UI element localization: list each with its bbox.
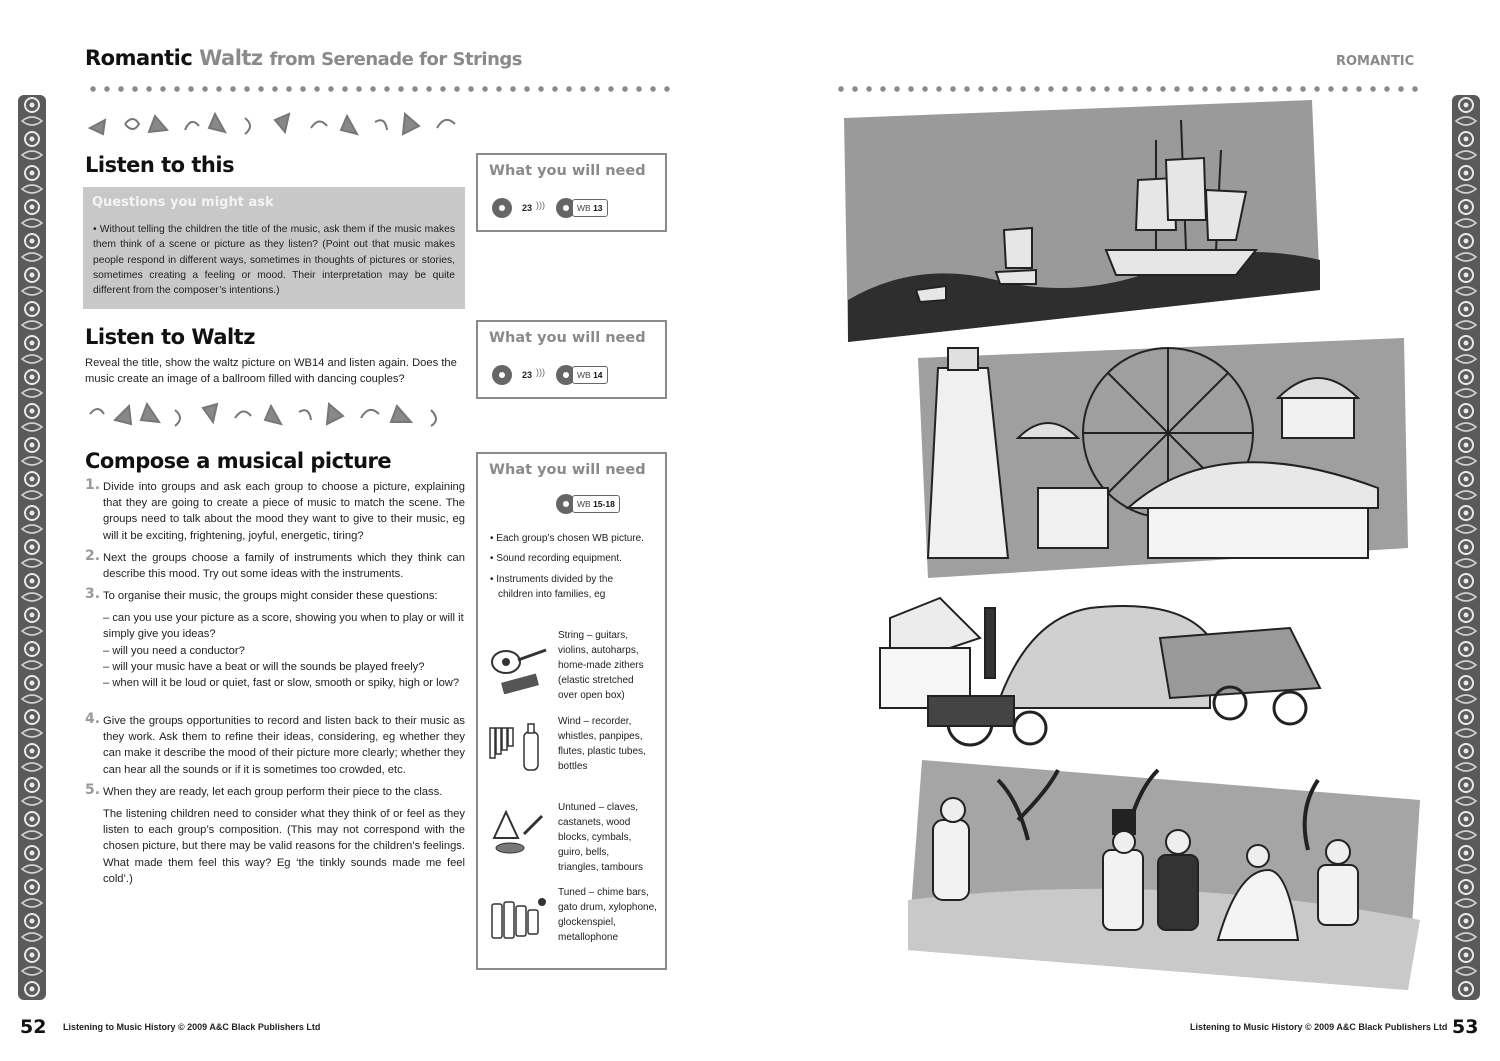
instrument-untuned: Untuned – claves, castanets, wood blocks, cymbals, guiro, bells, triangles, tambours	[558, 802, 644, 873]
wb-prefix: WB	[577, 203, 591, 213]
section-label: ROMANTIC	[1336, 54, 1415, 69]
title-era: Romantic	[85, 46, 193, 70]
instrument-string: String – guitars, violins, autoharps, home-made zithers (elastic stretched over open box)	[558, 630, 644, 701]
wb-reference	[572, 366, 608, 384]
wb-number: 13	[593, 203, 603, 213]
guitar-icon	[488, 632, 550, 694]
triangle-icon	[488, 804, 550, 856]
step-text: Give the groups opportunities to record and listen back to their music as they work. Ask them to refine their ideas, considering, eg whether they can make it describe the mood of their picture more clearly; whether they can hear all the sounds or if it is sometimes too crowded, etc.	[103, 715, 465, 776]
swirl-divider-icon	[85, 108, 470, 140]
need-heading: What you will need	[489, 163, 646, 179]
question-item: – when will it be loud or quiet, fast or slow, smooth or spiky, high or low?	[103, 677, 460, 689]
need-heading: What you will need	[489, 330, 646, 346]
panpipes-icon	[488, 722, 550, 774]
step-1	[85, 479, 465, 544]
cd-icon	[492, 198, 512, 218]
left-decorative-border	[18, 95, 46, 1000]
need-bullet: • Instruments divided by the	[490, 574, 614, 585]
page-title	[85, 46, 522, 70]
step-number: 4.	[85, 711, 101, 727]
need-bullet: • Each group’s chosen WB picture.	[490, 533, 644, 544]
cd-icon	[492, 365, 512, 385]
listen-waltz-heading: Listen to Waltz	[85, 325, 255, 349]
listen-this-heading: Listen to this	[85, 153, 235, 177]
questions-box	[83, 187, 465, 309]
closing-text: The listening children need to consider what they think of or feel as they listen to each group’s composition. (This may not correspond with the chosen picture, but there may be valid reasons for the children’s feelings. What made them feel this way? Eg ‘the tinkly sounds made me feel cold’.)	[103, 808, 465, 885]
wb-reference	[572, 495, 620, 513]
step-number: 5.	[85, 782, 101, 798]
need-heading: What you will need	[489, 462, 646, 478]
wb-reference	[572, 199, 608, 217]
step-5	[85, 784, 465, 800]
question-item: – will you need a conductor?	[103, 645, 245, 657]
step-4	[85, 713, 465, 778]
left-page-number: 52	[20, 1016, 47, 1038]
need-box-2	[476, 320, 667, 399]
threshing-farm-illustration	[850, 578, 1370, 754]
floral-pattern-icon	[18, 95, 46, 1000]
step-text: Next the groups choose a family of instruments which they think can describe this mood. Try out some ideas with the instruments.	[103, 552, 465, 581]
step-2	[85, 550, 465, 582]
right-decorative-border	[1452, 95, 1480, 1000]
instrument-tuned: Tuned – chime bars, gato drum, xylophone, glockenspiel, metallophone	[558, 887, 657, 943]
header-dots-left	[86, 86, 674, 92]
step-number: 1.	[85, 477, 101, 493]
step-3	[85, 588, 465, 604]
wb-number: 15-18	[593, 499, 615, 509]
need-bullet: children into families, eg	[498, 589, 606, 600]
right-credit: Listening to Music History © 2009 A&C Black Publishers Ltd	[1190, 1022, 1448, 1032]
ice-skaters-illustration	[908, 760, 1420, 1010]
step-number: 3.	[85, 586, 101, 602]
fairground-illustration	[918, 338, 1408, 578]
cd-track: 23	[522, 203, 533, 213]
questions-heading: Questions you might ask	[92, 195, 274, 210]
sailing-ships-illustration	[836, 100, 1320, 342]
wb-prefix: WB	[577, 370, 591, 380]
floral-pattern-icon	[1452, 95, 1480, 1000]
wb-number: 14	[593, 370, 603, 380]
questions-text: • Without telling the children the title of the music, ask them if the music makes them think of a scene or picture as they listen? (Point out that music makes people respond in different ways, sometimes in thoughts of pictures or stories, sometimes creating a feeling or mood. Their interpretation may be quite different from the composer’s intentions.)	[93, 224, 455, 297]
sound-waves-icon: )))	[536, 200, 545, 210]
header-dots-right	[834, 86, 1422, 92]
swirl-divider-icon	[85, 398, 470, 430]
listen-waltz-text: Reveal the title, show the waltz picture on WB14 and listen again. Does the music create an image of a ballroom filled with dancing couples?	[85, 357, 457, 386]
left-credit: Listening to Music History © 2009 A&C Black Publishers Ltd	[63, 1022, 321, 1032]
need-box-1	[476, 153, 667, 232]
compose-heading: Compose a musical picture	[85, 449, 392, 473]
right-page-number: 53	[1452, 1016, 1479, 1038]
chime-bars-icon	[488, 894, 550, 946]
title-source: from Serenade for Strings	[269, 49, 523, 70]
step-number: 2.	[85, 548, 101, 564]
sound-waves-icon: )))	[536, 367, 545, 377]
question-item: – will your music have a beat or will the sounds be played freely?	[103, 661, 425, 673]
wb-prefix: WB	[577, 499, 591, 509]
title-piece: Waltz	[199, 46, 263, 70]
need-bullet: • Sound recording equipment.	[490, 553, 622, 564]
question-item: – can you use your picture as a score, showing you when to play or will it simply give you ideas?	[103, 612, 464, 641]
instrument-wind: Wind – recorder, whistles, panpipes, flutes, plastic tubes, bottles	[558, 716, 646, 772]
step-text: Divide into groups and ask each group to choose a picture, explaining that they are going to create a piece of music to match the scene. The groups need to talk about the mood they want to give to their music, eg will it be exciting, frightening, joyful, energetic, tiring?	[103, 481, 465, 542]
cd-track: 23	[522, 370, 533, 380]
step-text: To organise their music, the groups might consider these questions:	[103, 590, 438, 602]
step-text: When they are ready, let each group perform their piece to the class.	[103, 786, 443, 798]
